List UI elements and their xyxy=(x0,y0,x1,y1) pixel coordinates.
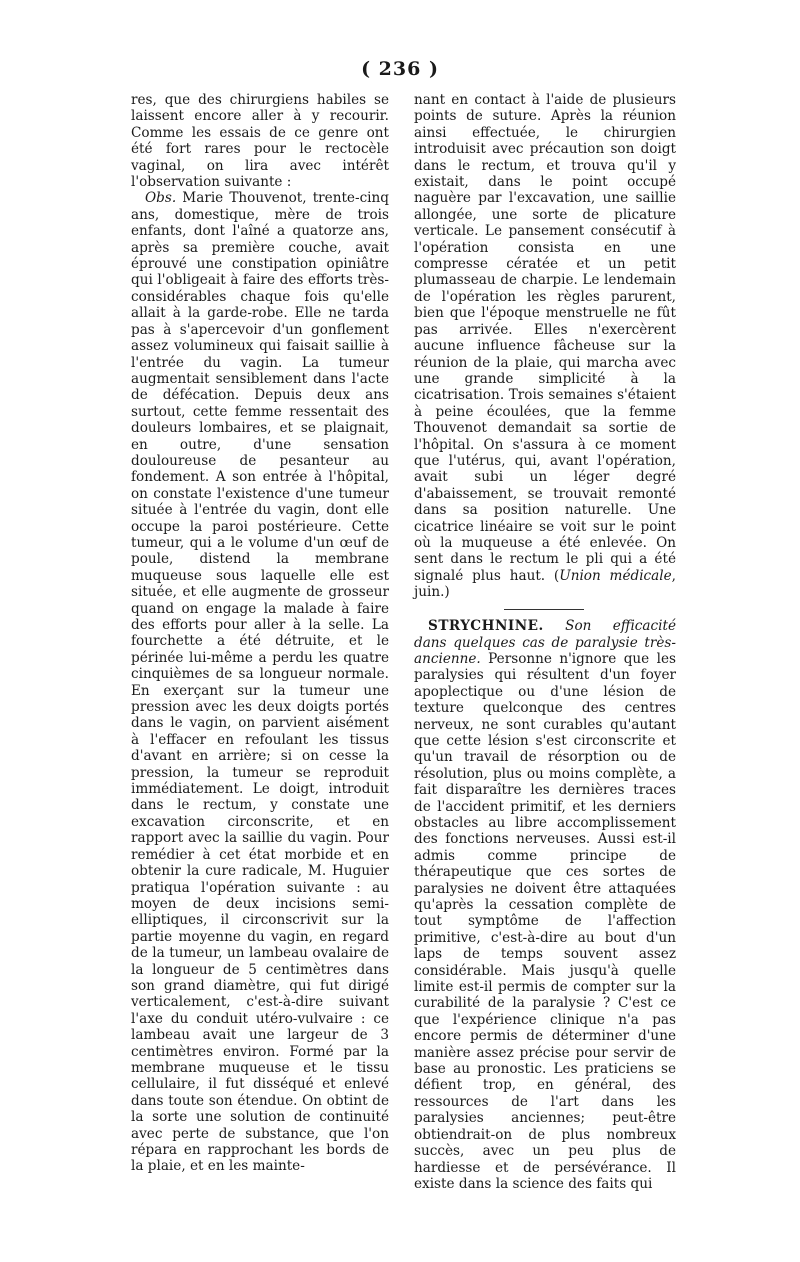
paragraph-continuation xyxy=(414,92,676,601)
source-citation: Union médicale xyxy=(559,567,672,584)
left-column xyxy=(131,92,389,1175)
continuation-text: nant en contact à l'aide de plusieurs points de suture. Après la réunion ainsi effectuée, le chirurgien introduisit avec précaution son doigt dans le rectum, et trouva qu'il y existait, dans le point occupé naguère par l'excavation, une saillie allongée, une sorte de plicature verticale. Le pansement consécutif à l'opération consista en une compresse cératée et un petit plumasseau de charpie. Le lendemain de l'opération les règles parurent, bien que l'époque menstruelle ne fût pas arrivée. Elles n'exercèrent aucune influence fâcheuse sur la réunion de la plaie, qui marcha avec une grande simplicité à la cicatrisation. Trois semaines s'étaient à peine écoulées, que la femme Thouvenot demandait sa sortie de l'hôpital. On s'assura à ce moment que l'utérus, qui, avant l'opération, avait subi un léger degré d'abaissement, se trouvait remonté dans sa position naturelle. Une cicatrice linéaire se voit sur le point où la muqueuse a été enlevée. On sent dans le rectum le pli qui a été signalé plus haut. ( xyxy=(414,92,676,584)
paragraph-observation xyxy=(131,190,389,1174)
strychnine-text: Personne n'ignore que les paralysies qui résultent d'un foyer apoplectique ou d'une lésion de texture quelconque des centres nerveux, ne sont curables qu'autant que cette lésion s'est circonscrite et qu'un travail de résorption ou de résolution, plus ou moins complète, a fait disparaître les dernières traces de l'accident primitif, et les derniers obstacles au libre accomplissement des fonctions nerveuses. Aussi est-il admis comme principe de thérapeutique que ces sortes de paralysies ne doivent être attaquées qu'après la cessation complète de tout symptôme de l'affection primitive, c'est-à-dire au bout d'un laps de temps souvent assez considérable. Mais jusqu'à quelle limite est-il permis de compter sur la curabilité de la paralysie ? C'est ce que l'expérience clinique n'a pas encore permis de déterminer d'une manière assez précise pour servir de base au pronostic. Les praticiens se défient trop, en général, des ressources de l'art dans les paralysies anciennes; peut-être obtiendrait-on de plus nombreux succès, avec un peu plus de hardiesse et de persévérance. Il existe dans la science des faits qui xyxy=(414,650,676,1192)
page-number: ( 236 ) xyxy=(361,58,439,80)
paragraph-strychnine xyxy=(414,618,676,1192)
observation-label: Obs. xyxy=(145,190,177,207)
section-title: STRYCHNINE. xyxy=(428,618,544,635)
section-subtitle: Son efficacité dans quelques cas de paralysie très-ancienne. xyxy=(414,618,676,667)
source-tail: , juin.) xyxy=(414,567,676,601)
right-column xyxy=(414,92,676,1192)
observation-text: Marie Thouvenot, trente-cinq ans, domestique, mère de trois enfants, dont l'aîné a quatorze ans, après sa première couche, avait éprouvé une constipation opiniâtre qui l'obligeait à faire des efforts très-considérables chaque fois qu'elle allait à la garde-robe. Elle ne tarda pas à s'apercevoir d'un gonflement assez volumineux qui faisait saillie à l'entrée du vagin. La tumeur augmentait sensiblement dans l'acte de défécation. Depuis deux ans surtout, cette femme ressentait des douleurs lombaires, et se plaignait, en outre, d'une sensation douloureuse de pesanteur au fondement. A son entrée à l'hôpital, on constate l'existence d'une tumeur située à l'entrée du vagin, dont elle occupe la paroi postérieure. Cette tumeur, qui a le volume d'un œuf de poule, distend la membrane muqueuse sous laquelle elle est située, et elle augmente de grosseur quand on engage la malade à faire des efforts pour aller à la selle. La fourchette a été détruite, et le périnée lui-même a perdu les quatre cinquièmes de sa longueur normale. En exerçant sur la tumeur une pression avec les deux doigts portés dans le vagin, on parvient aisément à l'effacer en refoulant les tissus d'avant en arrière; si on cesse la pression, la tumeur se reproduit immédiatement. Le doigt, introduit dans le rectum, y constate une excavation circonscrite, et en rapport avec la saillie du vagin. Pour remédier à cet état morbide et en obtenir la cure radicale, M. Huguier pratiqua l'opération suivante : au moyen de deux incisions semi-elliptiques, il circonscrivit sur la partie moyenne du vagin, en regard de la tumeur, un lambeau ovalaire de la longueur de 5 centimètres dans son grand diamètre, qui fut dirigé verticalement, c'est-à-dire suivant l'axe du conduit utéro-vulvaire : ce lambeau avait une largeur de 3 centimètres environ. Formé par la membrane muqueuse et le tissu cellulaire, il fut disséqué et enlevé dans toute son étendue. On obtint de la sorte une solution de continuité avec perte de substance, que l'on répara en rapprochant les bords de la plaie, et en les mainte- xyxy=(131,190,389,1175)
paragraph-intro: res, que des chirurgiens habiles se laissent encore aller à y recourir. Comme les essais de ce genre ont été fort rares pour le rectocèle vaginal, on lira avec intérêt l'observation suivante : xyxy=(131,92,389,191)
section-divider xyxy=(504,609,584,611)
